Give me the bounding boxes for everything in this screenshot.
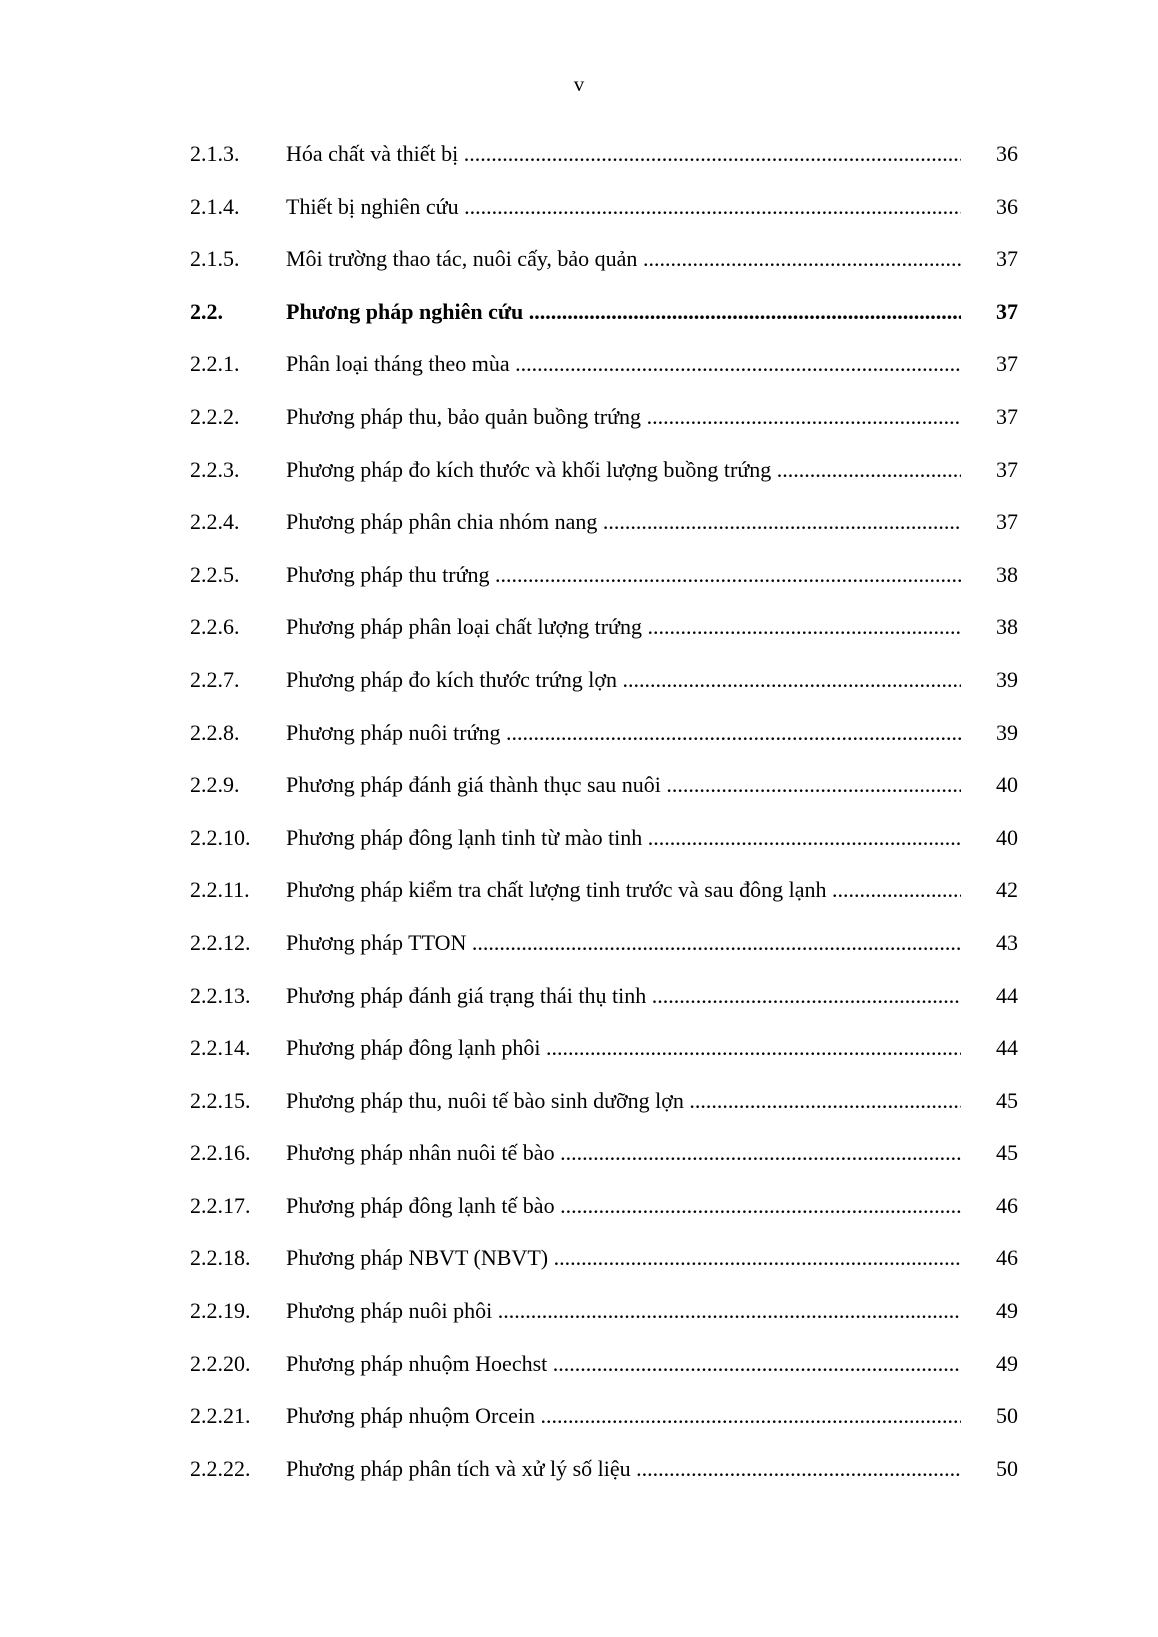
- toc-entry-number: 2.2.2.: [190, 403, 240, 429]
- toc-entry-number: 2.2.18.: [190, 1245, 251, 1271]
- toc-entry[interactable]: [0, 1089, 1158, 1142]
- page-number: v: [573, 72, 585, 96]
- toc-entry-number: 2.2.6.: [190, 614, 240, 640]
- toc-entry-page: 50: [996, 1403, 1018, 1429]
- toc-entry-number: 2.2.5.: [190, 561, 240, 587]
- toc-entry-page: 40: [996, 824, 1018, 850]
- toc-entry-page: 49: [996, 1298, 1018, 1324]
- toc-entry[interactable]: [0, 1194, 1158, 1247]
- toc-entry[interactable]: [0, 773, 1158, 826]
- toc-entry[interactable]: [0, 510, 1158, 563]
- toc-entry-page: 38: [996, 614, 1018, 640]
- toc-entry-page: 37: [996, 298, 1018, 324]
- toc-entry-page: 36: [996, 193, 1018, 219]
- toc-entry[interactable]: [0, 1141, 1158, 1194]
- toc-entry-number: 2.2.20.: [190, 1350, 251, 1376]
- table-of-contents: [0, 142, 1158, 1509]
- toc-entry-number: 2.2.: [190, 298, 223, 324]
- toc-entry-page: 49: [996, 1350, 1018, 1376]
- toc-entry-title: Thiết bị nghiên cứu .....: [286, 195, 961, 219]
- toc-entry-number: 2.2.4.: [190, 509, 240, 535]
- toc-entry-number: 2.2.9.: [190, 772, 240, 798]
- toc-entry-number: 2.2.16.: [190, 1140, 251, 1166]
- toc-entry-page: 37: [996, 456, 1018, 482]
- toc-entry[interactable]: [0, 352, 1158, 405]
- toc-entry-title: Phương pháp thu trứng .....: [286, 563, 961, 587]
- toc-entry-number: 2.2.21.: [190, 1403, 251, 1429]
- toc-entry-title: Phương pháp phân chia nhóm nang .....: [286, 510, 961, 534]
- toc-entry[interactable]: [0, 1036, 1158, 1089]
- toc-entry[interactable]: [0, 984, 1158, 1037]
- toc-entry[interactable]: [0, 615, 1158, 668]
- toc-entry-page: 44: [996, 1035, 1018, 1061]
- toc-entry-page: 46: [996, 1192, 1018, 1218]
- toc-entry-page: 44: [996, 982, 1018, 1008]
- toc-entry[interactable]: [0, 1457, 1158, 1510]
- toc-entry-title: Phương pháp nhuộm Hoechst .....: [286, 1352, 961, 1376]
- toc-entry-page: 39: [996, 719, 1018, 745]
- toc-entry-title: Phương pháp NBVT (NBVT) .....: [286, 1246, 961, 1270]
- toc-entry[interactable]: [0, 247, 1158, 300]
- toc-entry-title: Phương pháp đo kích thước trứng lợn .....: [286, 668, 961, 692]
- toc-entry-title: Phương pháp đo kích thước và khối lượng buồng trứng .....: [286, 458, 961, 482]
- toc-entry[interactable]: [0, 563, 1158, 616]
- toc-entry-number: 2.2.7.: [190, 666, 240, 692]
- toc-entry-page: 42: [996, 877, 1018, 903]
- toc-entry-title: Phương pháp phân tích và xử lý số liệu .....: [286, 1457, 961, 1481]
- toc-entry-page: 45: [996, 1140, 1018, 1166]
- toc-entry[interactable]: [0, 878, 1158, 931]
- toc-entry-page: 38: [996, 561, 1018, 587]
- toc-entry-title: Phân loại tháng theo mùa .....: [286, 352, 961, 376]
- toc-entry-number: 2.2.12.: [190, 929, 251, 955]
- toc-entry-page: 37: [996, 509, 1018, 535]
- toc-entry-number: 2.1.4.: [190, 193, 240, 219]
- toc-entry-title: Phương pháp đông lạnh tinh từ mào tinh .....: [286, 826, 961, 850]
- toc-entry-title: Phương pháp đông lạnh tế bào .....: [286, 1194, 961, 1218]
- toc-entry[interactable]: [0, 1352, 1158, 1405]
- toc-entry-page: 39: [996, 666, 1018, 692]
- toc-entry[interactable]: [0, 1404, 1158, 1457]
- toc-entry-title: Phương pháp nuôi phôi .....: [286, 1299, 961, 1323]
- toc-entry-page: 40: [996, 772, 1018, 798]
- toc-entry-number: 2.2.14.: [190, 1035, 251, 1061]
- toc-entry[interactable]: [0, 1299, 1158, 1352]
- toc-entry-title: Phương pháp thu, bảo quản buồng trứng .....: [286, 405, 961, 429]
- toc-entry-title: Phương pháp đông lạnh phôi .....: [286, 1036, 961, 1060]
- toc-entry-number: 2.2.13.: [190, 982, 251, 1008]
- toc-entry-number: 2.2.8.: [190, 719, 240, 745]
- toc-entry-number: 2.2.11.: [190, 877, 250, 903]
- toc-entry-number: 2.2.1.: [190, 351, 240, 377]
- toc-entry-title: Phương pháp kiểm tra chất lượng tinh trước và sau đông lạnh .....: [286, 878, 961, 902]
- toc-entry-title: Phương pháp nuôi trứng .....: [286, 721, 961, 745]
- toc-entry-title: Phương pháp thu, nuôi tế bào sinh dưỡng lợn .....: [286, 1089, 961, 1113]
- toc-entry-page: 45: [996, 1087, 1018, 1113]
- toc-entry-title: Phương pháp nhân nuôi tế bào .....: [286, 1141, 961, 1165]
- toc-entry[interactable]: [0, 458, 1158, 511]
- toc-entry-number: 2.2.22.: [190, 1455, 251, 1481]
- toc-entry-title: Hóa chất và thiết bị .....: [286, 142, 961, 166]
- toc-entry[interactable]: [0, 721, 1158, 774]
- toc-entry[interactable]: [0, 668, 1158, 721]
- toc-entry[interactable]: [0, 300, 1158, 353]
- toc-entry-number: 2.2.3.: [190, 456, 240, 482]
- toc-entry-number: 2.1.3.: [190, 141, 240, 166]
- toc-entry[interactable]: [0, 1246, 1158, 1299]
- toc-entry[interactable]: [0, 195, 1158, 248]
- toc-entry-title: Phương pháp nghiên cứu .....: [286, 300, 961, 324]
- toc-entry-title: Phương pháp đánh giá thành thục sau nuôi .....: [286, 773, 961, 797]
- toc-entry[interactable]: [0, 405, 1158, 458]
- toc-entry-title: Phương pháp TTON .....: [286, 931, 961, 955]
- toc-entry-page: 37: [996, 351, 1018, 377]
- toc-entry[interactable]: [0, 826, 1158, 879]
- toc-entry-number: 2.2.15.: [190, 1087, 251, 1113]
- toc-entry-page: 37: [996, 246, 1018, 272]
- toc-entry-title: Phương pháp đánh giá trạng thái thụ tinh .....: [286, 984, 961, 1008]
- toc-entry-page: 50: [996, 1455, 1018, 1481]
- toc-entry-page: 43: [996, 929, 1018, 955]
- toc-entry-page: 46: [996, 1245, 1018, 1271]
- toc-entry-title: Phương pháp phân loại chất lượng trứng .....: [286, 615, 961, 639]
- toc-entry-page: 36: [996, 141, 1018, 166]
- toc-entry-number: 2.1.5.: [190, 246, 240, 272]
- toc-entry-number: 2.2.17.: [190, 1192, 251, 1218]
- toc-entry-number: 2.2.19.: [190, 1298, 251, 1324]
- toc-entry[interactable]: [0, 931, 1158, 984]
- toc-entry-number: 2.2.10.: [190, 824, 251, 850]
- toc-entry-title: Phương pháp nhuộm Orcein .....: [286, 1404, 961, 1428]
- toc-entry-title: Môi trường thao tác, nuôi cấy, bảo quản .....: [286, 247, 961, 271]
- toc-entry-page: 37: [996, 403, 1018, 429]
- toc-entry[interactable]: [0, 142, 1158, 195]
